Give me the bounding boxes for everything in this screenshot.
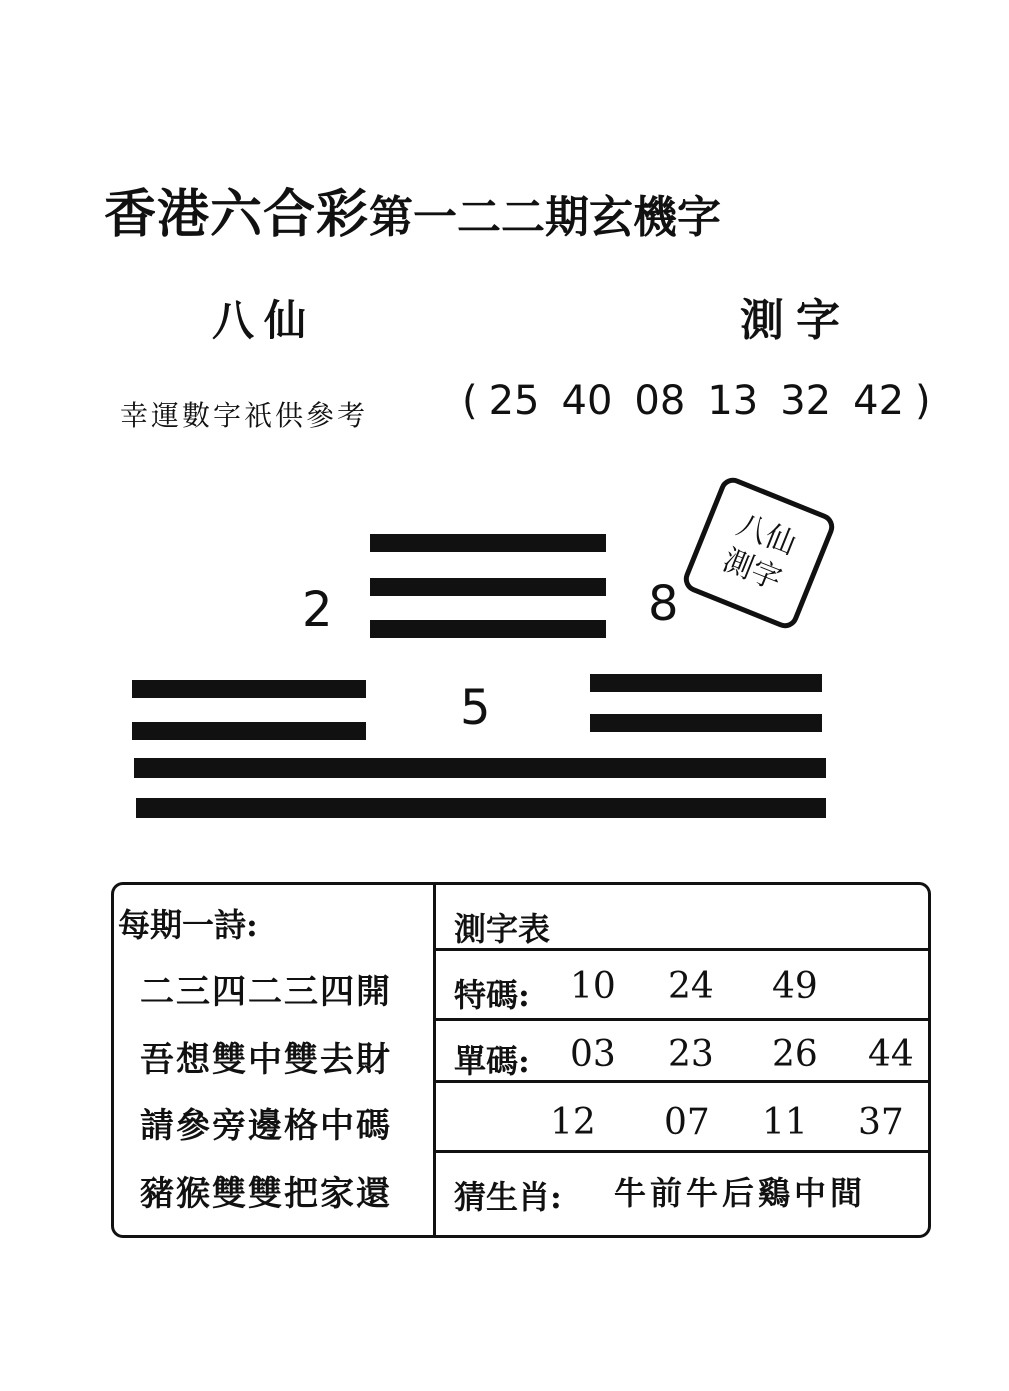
topic-label: 測字 [740,295,852,346]
table-divider [436,1018,929,1021]
extra-number: 12 [550,1102,596,1143]
trigram-line [134,758,826,778]
table-heading: 測字表 [454,910,551,948]
trigram-line [370,534,606,552]
single-number: 44 [868,1034,914,1075]
extra-number: 37 [858,1102,904,1143]
special-number: 49 [772,966,818,1007]
poem-title: 每期一詩: [118,906,258,944]
stamp [680,474,839,633]
poem-line: 豬猴雙雙把家還 [140,1174,392,1214]
close-paren: ) [915,378,931,424]
digit-right: 8 [648,576,679,632]
trigram-line [370,578,606,596]
digit-left: 2 [302,582,333,638]
title-sub: 第一二二期玄機字 [369,192,722,243]
poem-line: 請參旁邊格中碼 [140,1106,392,1146]
zodiac-label: 猜生肖: [454,1178,562,1216]
open-paren: ( [462,378,478,424]
zodiac-value: 牛前牛后鷄中間 [614,1174,867,1212]
lucky-numbers-label: 幸運數字祇供參考 [120,399,369,432]
single-label: 單碼: [454,1042,530,1080]
lucky-number: 42 [853,378,905,424]
stamp-line: 八仙 [731,507,801,563]
table-divider [436,1150,929,1153]
lucky-number: 32 [780,378,832,424]
special-number: 10 [570,966,616,1007]
extra-number: 11 [762,1102,808,1143]
trigram-line [132,722,366,740]
single-number: 26 [772,1034,818,1075]
trigram-line [590,674,822,692]
digit-center: 5 [460,680,491,736]
trigram-line [132,680,366,698]
trigram-line [136,798,826,818]
author-name: 八仙 [212,296,317,345]
lucky-number: 08 [634,378,686,424]
extra-number: 07 [664,1102,710,1143]
trigram-line [370,620,606,638]
special-label: 特碼: [454,976,530,1014]
poem-line: 二三四二三四開 [140,972,392,1012]
lucky-number: 40 [561,378,613,424]
table-divider [433,884,436,1236]
lucky-number: 13 [707,378,759,424]
single-number: 23 [668,1034,714,1075]
title-main: 香港六合彩 [104,184,370,245]
page-title [104,172,721,247]
trigram-line [590,714,822,732]
lucky-numbers [462,378,931,424]
special-number: 24 [668,966,714,1007]
single-number: 03 [570,1034,616,1075]
lucky-number: 25 [488,378,540,424]
poem-line: 吾想雙中雙去財 [140,1040,392,1080]
stamp-line: 測字 [717,542,787,598]
